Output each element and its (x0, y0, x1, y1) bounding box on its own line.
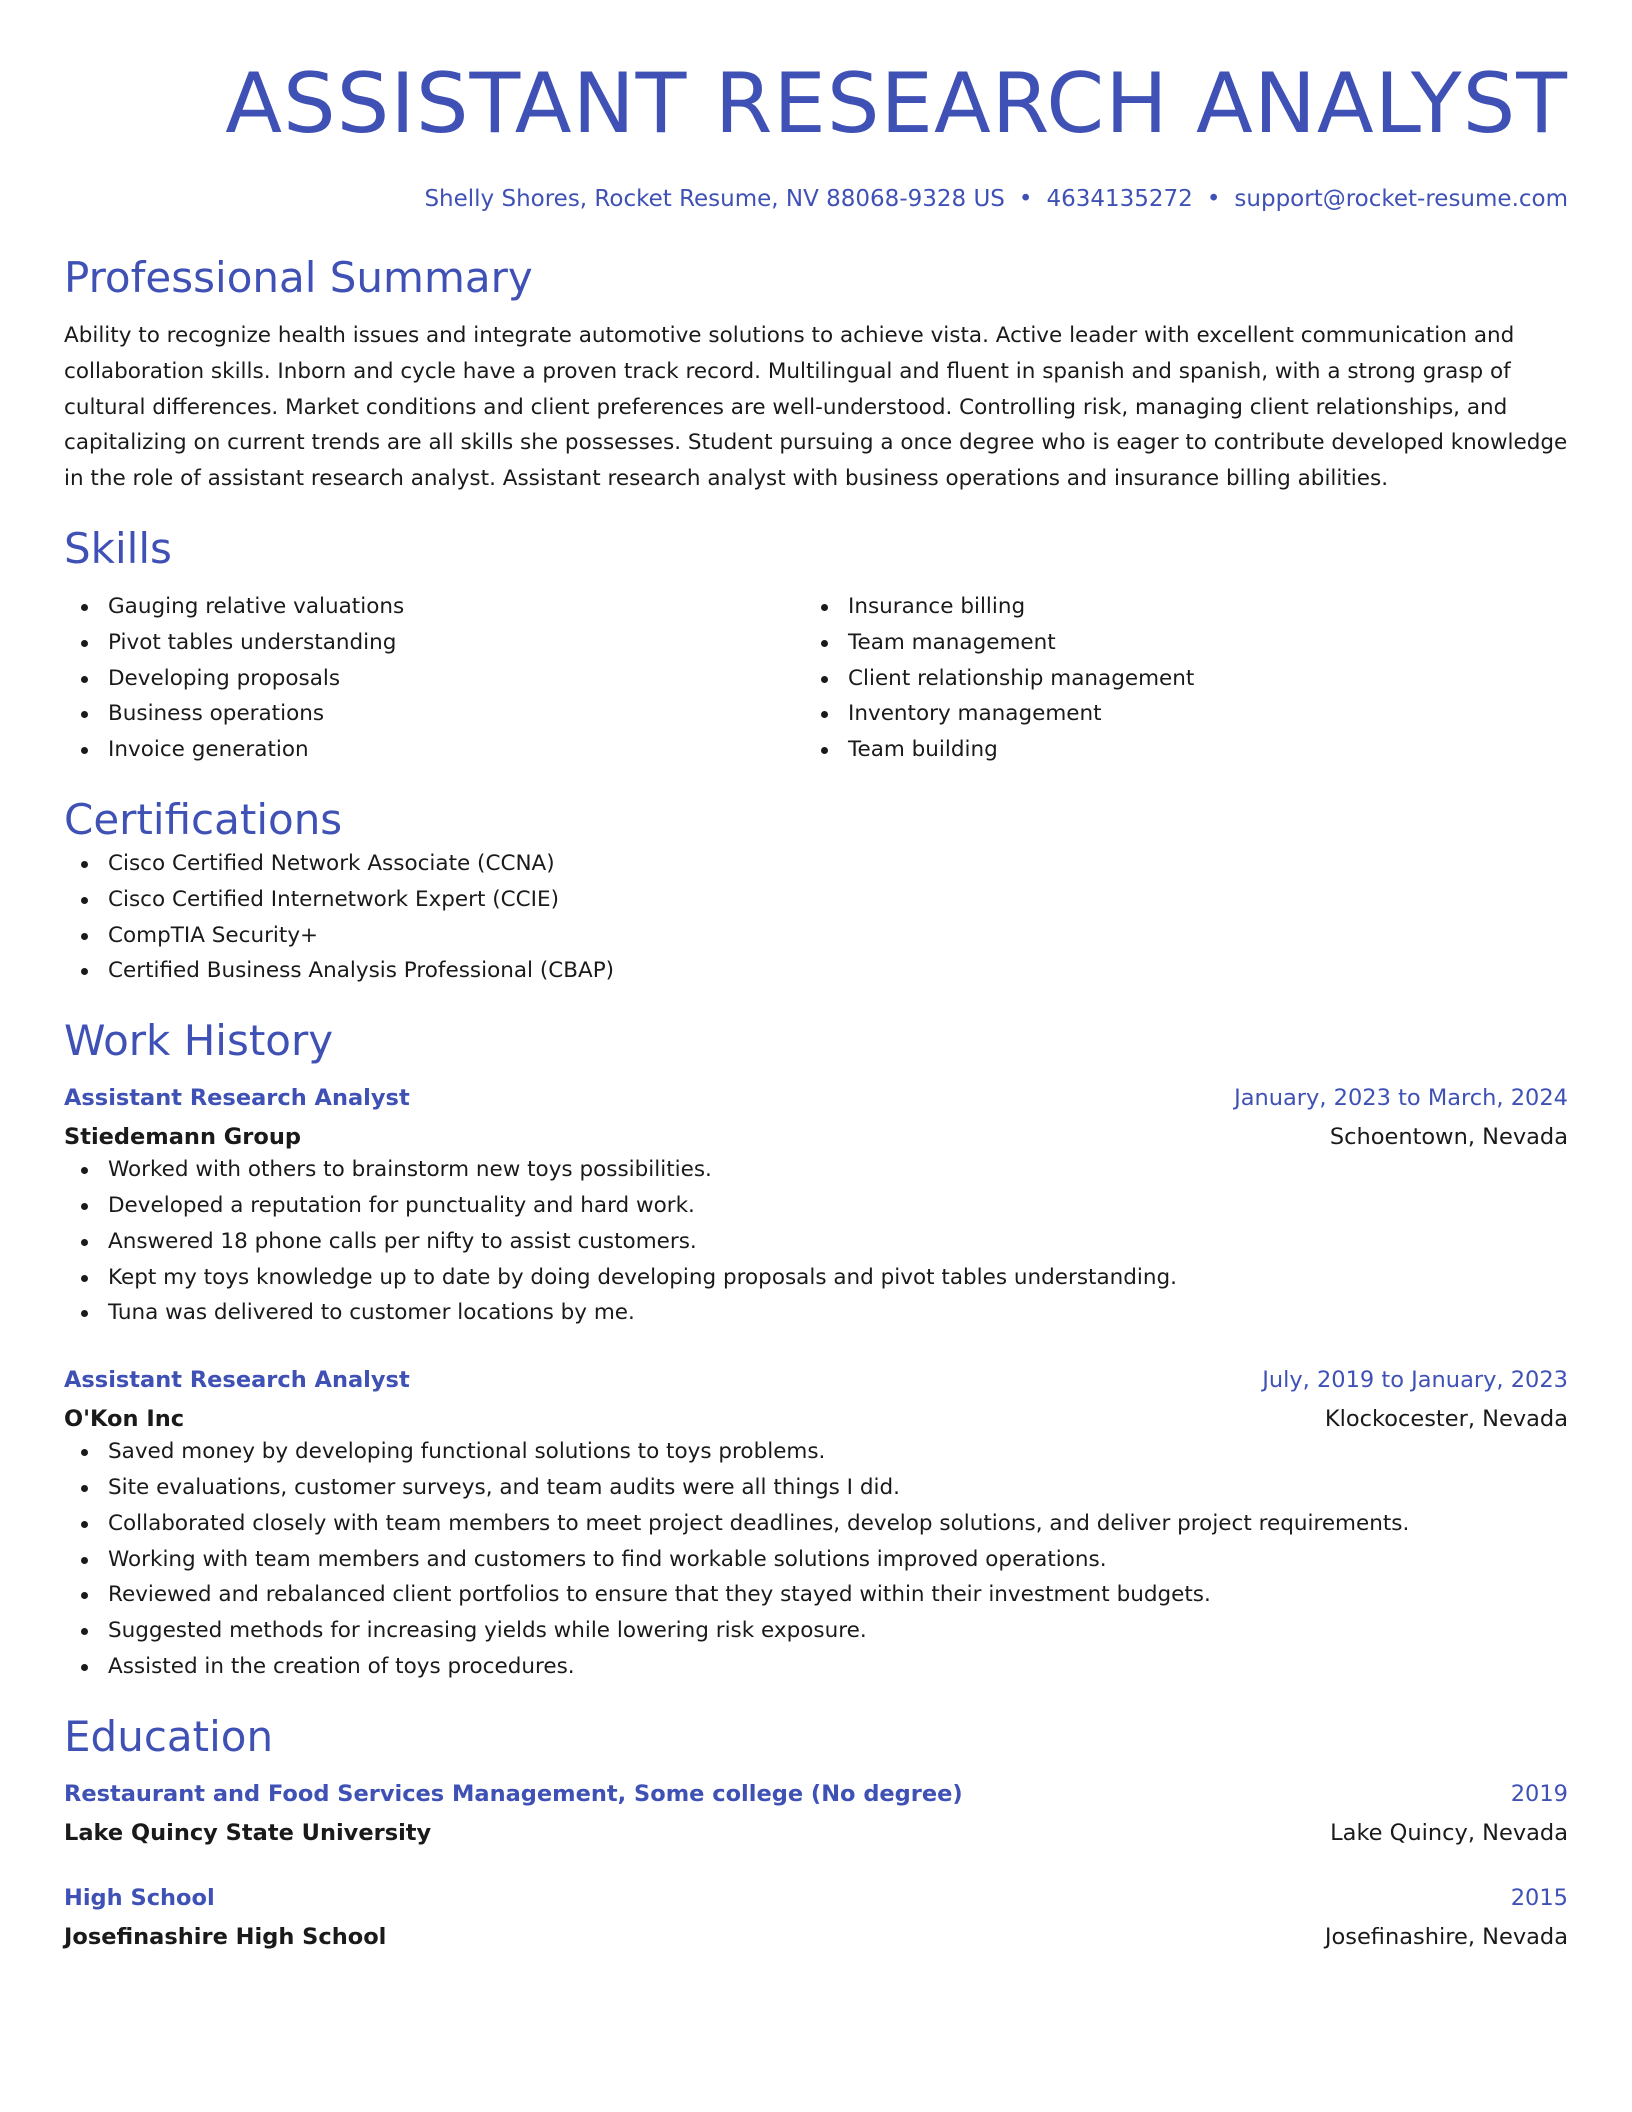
list-item: Insurance billing (804, 589, 1544, 625)
education-degree: Restaurant and Food Services Management, Some college (No degree) (64, 1780, 963, 1807)
list-item: Working with team members and customers to find workable solutions improved operations. (64, 1542, 1568, 1578)
list-item: Tuna was delivered to customer locations by me. (64, 1295, 1568, 1331)
list-item: Saved money by developing functional solutions to toys problems. (64, 1434, 1568, 1470)
education-year: 2015 (1510, 1884, 1568, 1911)
job-location: Schoentown, Nevada (1329, 1124, 1568, 1151)
education-heading: Education (64, 1711, 274, 1761)
education-degree: High School (64, 1884, 215, 1911)
list-item: Site evaluations, customer surveys, and team audits were all things I did. (64, 1470, 1568, 1506)
separator-dot: • (1206, 186, 1221, 212)
job-entry (64, 1083, 1568, 1331)
job-role: Assistant Research Analyst (64, 1367, 410, 1394)
list-item: Client relationship management (804, 661, 1544, 697)
education-location: Lake Quincy, Nevada (1330, 1819, 1568, 1846)
work-history-section (64, 1015, 1568, 1685)
job-title: ASSISTANT RESEARCH ANALYST (225, 55, 1568, 152)
skills-section (64, 523, 1568, 768)
list-item: Pivot tables understanding (64, 625, 804, 661)
list-item: Developing proposals (64, 661, 804, 697)
job-dates: January, 2023 to March, 2024 (1234, 1085, 1568, 1112)
job-subheader (64, 1122, 1568, 1152)
work-history-heading: Work History (64, 1016, 334, 1066)
list-item: Answered 18 phone calls per nifty to assist customers. (64, 1224, 1568, 1260)
education-header (64, 1883, 1568, 1913)
education-header (64, 1779, 1568, 1809)
education-section (64, 1711, 1568, 1952)
list-item: Reviewed and rebalanced client portfolios to ensure that they stayed within their investment budgets. (64, 1577, 1568, 1613)
list-item: Certified Business Analysis Professional (CBAP) (64, 953, 1568, 989)
list-item: Gauging relative valuations (64, 589, 804, 625)
list-item: Cisco Certified Network Associate (CCNA) (64, 846, 1568, 882)
education-entry (64, 1883, 1568, 1952)
certifications-section (64, 794, 1568, 989)
list-item: Assisted in the creation of toys procedures. (64, 1649, 1568, 1685)
job-subheader (64, 1404, 1568, 1434)
list-item: Kept my toys knowledge up to date by doing developing proposals and pivot tables understanding. (64, 1260, 1568, 1296)
list-item: Suggested methods for increasing yields while lowering risk exposure. (64, 1613, 1568, 1649)
list-item: Collaborated closely with team members to meet project deadlines, develop solutions, and deliver project requirements. (64, 1506, 1568, 1542)
summary-heading: Professional Summary (64, 253, 533, 302)
job-location: Klockocester, Nevada (1324, 1406, 1568, 1433)
job-role: Assistant Research Analyst (64, 1085, 410, 1112)
job-header (64, 1365, 1568, 1395)
education-subheader (64, 1922, 1568, 1952)
job-bullets (64, 1434, 1568, 1685)
job-company: Stiedemann Group (64, 1124, 301, 1151)
summary-text: Ability to recognize health issues and integrate automotive solutions to achieve vista. Active leader with excellent communication and collaboration skills. Inborn and cycle have a proven track record. Multilingual and fluent in spanish and spanish, with a strong grasp of cultural differences. Market conditions and client preferences are well-understood. Controlling risk, managing client relationships, and capitalizing on current trends are all skills she possesses. Student pursuing a once degree who is eager to contribute developed knowledge in the role of assistant research analyst. Assistant research analyst with business operations and insurance billing abilities. (64, 323, 1568, 492)
separator-dot: • (1018, 186, 1033, 212)
education-year: 2019 (1510, 1780, 1568, 1807)
job-header (64, 1083, 1568, 1113)
list-item: Team management (804, 625, 1544, 661)
job-company: O'Kon Inc (64, 1406, 185, 1433)
skills-list-right (804, 589, 1544, 768)
job-entry (64, 1365, 1568, 1685)
contact-line (64, 184, 1568, 214)
certifications-heading: Certifications (64, 794, 343, 844)
certifications-list (64, 846, 1568, 989)
education-subheader (64, 1818, 1568, 1848)
skills-heading: Skills (64, 523, 172, 573)
list-item: Invoice generation (64, 732, 804, 768)
list-item: Business operations (64, 696, 804, 732)
education-school: Lake Quincy State University (64, 1819, 432, 1846)
education-entry (64, 1779, 1568, 1848)
job-dates: July, 2019 to January, 2023 (1262, 1367, 1568, 1394)
skills-columns (64, 589, 1568, 768)
contact-address: Shelly Shores, Rocket Resume, NV 88068-9328 US (424, 186, 1005, 212)
education-location: Josefinashire, Nevada (1324, 1923, 1568, 1950)
skills-list-left (64, 589, 804, 768)
list-item: Cisco Certified Internetwork Expert (CCIE) (64, 882, 1568, 918)
job-bullets (64, 1152, 1568, 1331)
list-item: Developed a reputation for punctuality and hard work. (64, 1188, 1568, 1224)
education-school: Josefinashire High School (64, 1923, 387, 1950)
contact-phone: 4634135272 (1046, 186, 1193, 212)
list-item: Team building (804, 732, 1544, 768)
list-item: Worked with others to brainstorm new toys possibilities. (64, 1152, 1568, 1188)
resume-header (64, 0, 1568, 214)
summary-section (64, 252, 1568, 497)
list-item: CompTIA Security+ (64, 918, 1568, 954)
contact-email[interactable]: support@rocket-resume.com (1234, 186, 1568, 212)
list-item: Inventory management (804, 696, 1544, 732)
